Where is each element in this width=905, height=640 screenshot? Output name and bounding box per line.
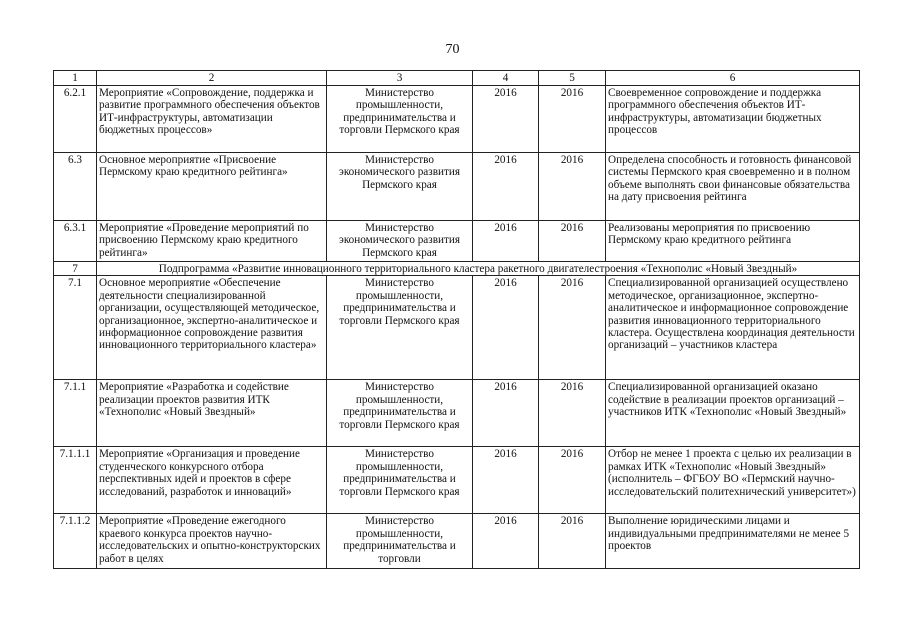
executor: Министерство экономического развития Пермского края	[327, 221, 473, 262]
event-name: Основное мероприятие «Присвоение Пермскому краю кредитного рейтинга»	[97, 153, 327, 221]
header-cell: 2	[97, 71, 327, 86]
row-number: 7.1.1.1	[54, 447, 97, 514]
expected-result: Отбор не менее 1 проекта с целью их реализации в рамках ИТК «Технополис «Новый Звездный» (исполнитель – ФГБОУ ВО «Пермский научно-исследовательский политехнический университет»)	[606, 447, 860, 514]
event-name: Мероприятие «Разработка и содействие реализации проектов развития ИТК «Технополис «Новый Звездный»	[97, 380, 327, 447]
end-year: 2016	[539, 276, 606, 380]
start-year: 2016	[473, 380, 539, 447]
start-year: 2016	[473, 276, 539, 380]
end-year: 2016	[539, 153, 606, 221]
plan-table	[53, 70, 860, 569]
expected-result: Определена способность и готовность финансовой системы Пермского края своевременно и в полном объеме выполнять свои финансовые обязательства на дату присвоения рейтинга	[606, 153, 860, 221]
executor: Министерство экономического развития Пермского края	[327, 153, 473, 221]
table-row	[54, 447, 860, 514]
row-number: 6.2.1	[54, 86, 97, 153]
header-cell: 5	[539, 71, 606, 86]
event-name: Мероприятие «Проведение ежегодного краевого конкурса проектов научно-исследовательских и опытно-конструкторских работ в целях	[97, 514, 327, 569]
page-number: 70	[445, 42, 460, 57]
header-cell: 6	[606, 71, 860, 86]
header-cell: 1	[54, 71, 97, 86]
expected-result: Своевременное сопровождение и поддержка программного обеспечения объектов ИТ-инфраструктуры, автоматизации бюджетных процессов	[606, 86, 860, 153]
header-cell: 3	[327, 71, 473, 86]
end-year: 2016	[539, 86, 606, 153]
start-year: 2016	[473, 86, 539, 153]
row-number: 7.1.1	[54, 380, 97, 447]
start-year: 2016	[473, 153, 539, 221]
event-name: Мероприятие «Сопровождение, поддержка и развитие программного обеспечения объектов ИТ-инфраструктуры, автоматизации бюджетных процессов»	[97, 86, 327, 153]
executor: Министерство промышленности, предпринимательства и торговли	[327, 514, 473, 569]
end-year: 2016	[539, 380, 606, 447]
executor: Министерство промышленности, предпринимательства и торговли Пермского края	[327, 86, 473, 153]
end-year: 2016	[539, 221, 606, 262]
table-row	[54, 380, 860, 447]
start-year: 2016	[473, 447, 539, 514]
expected-result: Специализированной организацией осуществлено методическое, организационное, экспертно-аналитическое и информационное сопровождение развития инновационного территориального кластера. Осуществлена координация деятельности организаций – участников кластера	[606, 276, 860, 380]
row-number: 7.1.1.2	[54, 514, 97, 569]
row-number: 6.3	[54, 153, 97, 221]
row-number: 7.1	[54, 276, 97, 380]
expected-result: Реализованы мероприятия по присвоению Пермскому краю кредитного рейтинга	[606, 221, 860, 262]
table-row	[54, 221, 860, 262]
event-name: Мероприятие «Проведение мероприятий по присвоению Пермскому краю кредитного рейтинга»	[97, 221, 327, 262]
end-year: 2016	[539, 514, 606, 569]
end-year: 2016	[539, 447, 606, 514]
executor: Министерство промышленности, предпринимательства и торговли Пермского края	[327, 276, 473, 380]
executor: Министерство промышленности, предпринимательства и торговли Пермского края	[327, 380, 473, 447]
header-row	[54, 71, 860, 86]
table-row	[54, 153, 860, 221]
event-name: Мероприятие «Организация и проведение студенческого конкурсного отбора перспективных идей и проектов в сфере исследований, разработок и инноваций»	[97, 447, 327, 514]
subprogram-number: 7	[54, 262, 97, 276]
subprogram-row	[54, 262, 860, 276]
row-number: 6.3.1	[54, 221, 97, 262]
executor: Министерство промышленности, предпринимательства и торговли Пермского края	[327, 447, 473, 514]
expected-result: Специализированной организацией оказано содействие в реализации проектов организаций – участников ИТК «Технополис «Новый Звездный»	[606, 380, 860, 447]
table-row	[54, 276, 860, 380]
table-row	[54, 514, 860, 569]
table-row	[54, 86, 860, 153]
start-year: 2016	[473, 221, 539, 262]
start-year: 2016	[473, 514, 539, 569]
header-cell: 4	[473, 71, 539, 86]
event-name: Основное мероприятие «Обеспечение деятельности специализированной организации, осуществляющей методическое, организационное, экспертно-аналитическое и информационное сопровождение развития инновационного территориального кластера»	[97, 276, 327, 380]
expected-result: Выполнение юридическими лицами и индивидуальными предпринимателями не менее 5 проектов	[606, 514, 860, 569]
subprogram-title: Подпрограмма «Развитие инновационного территориального кластера ракетного двигателестроения «Технополис «Новый Звездный»	[97, 262, 860, 276]
